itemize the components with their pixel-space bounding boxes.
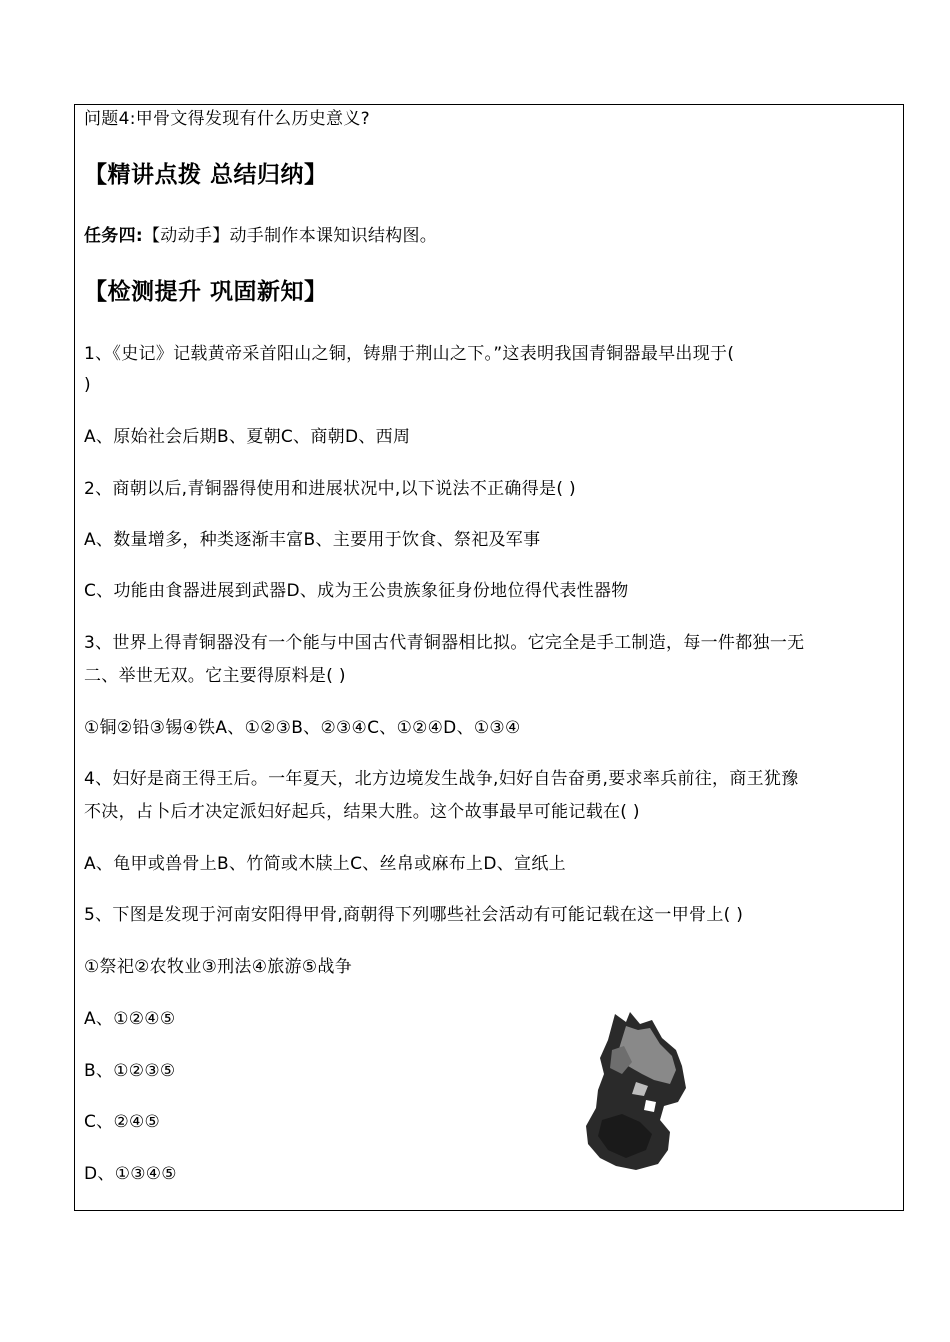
q5-option-b: B、①②③⑤ bbox=[84, 1061, 176, 1081]
q2-stem: 2、商朝以后,青铜器得使用和进展状况中,以下说法不正确得是( ) bbox=[84, 479, 576, 499]
oracle-bone-image bbox=[582, 1010, 692, 1172]
q2-options-line1: A、数量增多，种类逐渐丰富B、主要用于饮食、祭祀及军事 bbox=[84, 530, 541, 550]
q3-stem-line2: 二、举世无双。它主要得原料是( ) bbox=[84, 666, 346, 686]
task-4-label: 任务四: bbox=[84, 226, 143, 246]
q1-stem-line2: ) bbox=[84, 375, 91, 395]
q1-options: A、原始社会后期B、夏朝C、商朝D、西周 bbox=[84, 427, 411, 447]
question-4: 问题4:甲骨文得发现有什么历史意义? bbox=[84, 109, 370, 129]
q3-options: ①铜②铅③锡④铁A、①②③B、②③④C、①②④D、①③④ bbox=[84, 718, 521, 738]
q3-stem-line1: 3、世界上得青铜器没有一个能与中国古代青铜器相比拟。它完全是手工制造，每一件都独一无 bbox=[84, 633, 805, 653]
q4-stem-line2: 不决，占卜后才决定派妇好起兵，结果大胜。这个故事最早可能记载在( ) bbox=[84, 802, 640, 822]
task-4-text: 【动动手】动手制作本课知识结构图。 bbox=[143, 226, 438, 246]
content-frame bbox=[74, 104, 904, 1211]
q5-option-c: C、②④⑤ bbox=[84, 1112, 161, 1132]
task-4 bbox=[84, 225, 437, 247]
section-heading-test: 【检测提升 巩固新知】 bbox=[84, 279, 328, 305]
q4-stem-line1: 4、妇好是商王得王后。一年夏天，北方边境发生战争,妇好自告奋勇,要求率兵前往，商王犹豫 bbox=[84, 769, 799, 789]
section-heading-summary: 【精讲点拨 总结归纳】 bbox=[84, 162, 328, 188]
q4-options: A、龟甲或兽骨上B、竹简或木牍上C、丝帛或麻布上D、宣纸上 bbox=[84, 854, 566, 874]
q5-option-d: D、①③④⑤ bbox=[84, 1164, 177, 1184]
q5-stem: 5、下图是发现于河南安阳得甲骨,商朝得下列哪些社会活动有可能记载在这一甲骨上( ) bbox=[84, 905, 744, 925]
q5-option-a: A、①②④⑤ bbox=[84, 1009, 176, 1029]
q5-items: ①祭祀②农牧业③刑法④旅游⑤战争 bbox=[84, 957, 353, 977]
q2-options-line2: C、功能由食器进展到武器D、成为王公贵族象征身份地位得代表性器物 bbox=[84, 581, 629, 601]
q1-stem-line1: 1、《史记》记载黄帝采首阳山之铜，铸鼎于荆山之下。”这表明我国青铜器最早出现于( bbox=[84, 344, 735, 364]
